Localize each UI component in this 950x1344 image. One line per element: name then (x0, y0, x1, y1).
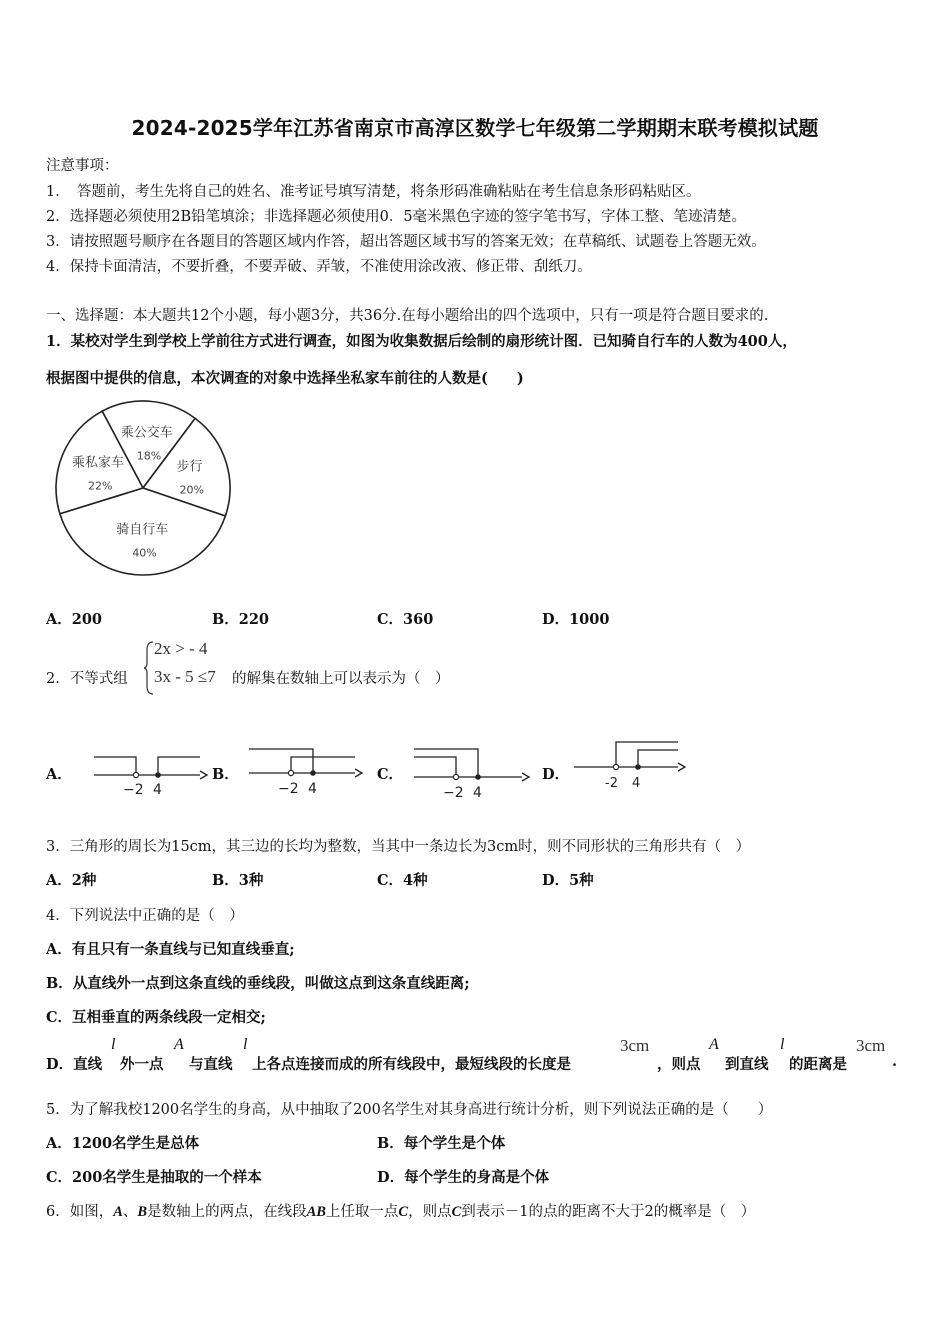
pie-slice-label: 步行 (176, 459, 203, 475)
q6-text: 、 (122, 1204, 138, 1220)
math-var: A (174, 1036, 184, 1053)
q3-option-d[interactable]: D．5种 (542, 872, 594, 889)
question-1-line1: 1．某校对学生到学校上学前往方式进行调查，如图为收集数据后绘制的扇形统计图．已知骑自行车的人数为400人， (46, 333, 797, 350)
q4-d-text: 的距离是 (789, 1056, 847, 1073)
math-value: 3cm (620, 1036, 650, 1055)
number-line-b (245, 745, 365, 800)
q5-option-d[interactable]: D．每个学生的身高是个体 (377, 1169, 550, 1186)
inequality-1: 2x > - 4 (154, 639, 208, 658)
q3-option-a[interactable]: A．2种 (46, 872, 97, 889)
q5-option-b[interactable]: B．每个学生是个体 (377, 1135, 506, 1152)
q1-option-b[interactable]: B．220 (212, 611, 270, 628)
q2-option-a[interactable]: A． (46, 766, 72, 783)
tick-label: −2 (443, 785, 464, 800)
q4-d-text: . (892, 1053, 898, 1070)
open-point (133, 772, 138, 777)
math-var: C (398, 1204, 409, 1220)
number-line-a (90, 745, 210, 800)
section-heading: 一、选择题：本大题共12个小题，每小题3分，共36分.在每小题给出的四个选项中，只有一项是符合题目要求的. (46, 308, 769, 324)
q3-option-c[interactable]: C．4种 (377, 872, 428, 889)
pie-slice-value: 18% (136, 449, 162, 463)
open-point (288, 770, 293, 775)
question-2-prefix: 2．不等式组 (46, 671, 128, 687)
question-1-line2: 根据图中提供的信息，本次调查的对象中选择坐私家车前往的人数是( ) (46, 370, 524, 387)
tick-label: 4 (632, 776, 641, 791)
question-6 (46, 1200, 755, 1221)
q4-option-b[interactable]: B．从直线外一点到这条直线的垂线段，叫做这点到这条直线距离; (46, 975, 470, 992)
math-value: 3cm (856, 1036, 886, 1055)
q2-option-d[interactable]: D． (542, 766, 570, 783)
tick-label: -2 (605, 776, 618, 791)
q4-d-text: 外一点 (120, 1056, 164, 1073)
closed-point (475, 774, 481, 780)
q1-option-a[interactable]: A．200 (46, 611, 103, 628)
q4-d-text: 与直线 (189, 1056, 233, 1073)
notice-item: 4．保持卡面清洁，不要折叠，不要弄破、弄皱，不准使用涂改液、修正带、刮纸刀。 (46, 259, 592, 275)
open-point (453, 774, 458, 779)
math-var: B (137, 1204, 148, 1220)
q3-option-b[interactable]: B．3种 (212, 872, 264, 889)
q4-option-a[interactable]: A．有且只有一条直线与已知直线垂直; (46, 941, 295, 958)
math-var: l (780, 1036, 785, 1053)
q4-d-text: 上各点连接而成的所有线段中，最短线段的长度是 (252, 1056, 571, 1073)
question-3: 3．三角形的周长为15cm，其三边的长均为整数，当其中一条边长为3cm时，则不同形状的三角形共有（ ） (46, 839, 751, 855)
open-point (613, 764, 618, 769)
closed-point (310, 770, 316, 776)
q1-option-c[interactable]: C．360 (377, 611, 434, 628)
tick-label: −2 (123, 782, 144, 798)
closed-point (155, 772, 161, 778)
notice-item: 2．选择题必须使用2B铅笔填涂；非选择题必须使用0．5毫米黑色字迹的签字笔书写，字体工整、笔迹清楚。 (46, 209, 747, 225)
pie-slice-label: 乘公交车 (120, 425, 173, 441)
math-var: A (709, 1036, 719, 1053)
q2-option-c[interactable]: C． (377, 766, 404, 783)
q4-option-c[interactable]: C．互相垂直的两条线段一定相交; (46, 1009, 266, 1026)
math-var: l (243, 1036, 248, 1053)
tick-label: −2 (278, 781, 299, 797)
inequality-2: 3x - 5 ≤7 (154, 667, 216, 686)
q1-option-d[interactable]: D．1000 (542, 611, 610, 628)
notice-item: 1． 答题前，考生先将自己的姓名、准考证号填写清楚，将条形码准确粘贴在考生信息条形码粘贴区。 (46, 184, 701, 200)
pie-chart (48, 393, 238, 583)
pie-slice-value: 20% (179, 483, 204, 497)
q6-text: 到表示－1的点的距离不大于2的概率是（ ） (461, 1204, 756, 1220)
pie-slice-value: 22% (87, 479, 113, 493)
math-var: l (111, 1036, 116, 1053)
math-var: AB (306, 1204, 326, 1220)
number-line-d (570, 738, 690, 793)
tick-label: 4 (153, 782, 162, 798)
q6-text: 上任取一点 (325, 1204, 399, 1220)
question-2-suffix: 的解集在数轴上可以表示为（ ） (232, 671, 450, 687)
q4-d-text: D．直线 (46, 1056, 103, 1073)
q6-text: 是数轴上的两点，在线段 (147, 1204, 307, 1220)
q5-option-a[interactable]: A．1200名学生是总体 (46, 1135, 200, 1152)
closed-point (635, 764, 641, 770)
q6-text: ，则点 (408, 1204, 452, 1220)
math-var: A (113, 1204, 123, 1220)
q6-text: 6．如图， (46, 1204, 114, 1220)
question-5: 5．为了解我校1200名学生的身高，从中抽取了200名学生对其身高进行统计分析，则下列说法正确的是（ ） (46, 1102, 773, 1118)
notice-heading: 注意事项： (46, 158, 119, 174)
q5-option-c[interactable]: C．200名学生是抽取的一个样本 (46, 1169, 262, 1186)
math-var: C (451, 1204, 462, 1220)
notice-item: 3．请按照题号顺序在各题目的答题区域内作答，超出答题区域书写的答案无效；在草稿纸、试题卷上答题无效。 (46, 234, 766, 250)
tick-label: 4 (308, 781, 317, 797)
question-4: 4．下列说法中正确的是（ ） (46, 908, 244, 924)
pie-slice-value: 40% (132, 546, 157, 560)
number-line-c (410, 745, 535, 800)
q2-option-b[interactable]: B． (212, 766, 239, 783)
pie-slice-label: 骑自行车 (116, 522, 169, 538)
tick-label: 4 (473, 785, 482, 800)
page-title: 2024-2025学年江苏省南京市高淳区数学七年级第二学期期末联考模拟试题 (131, 116, 819, 140)
q4-d-text: ，则点 (657, 1056, 701, 1073)
q4-d-text: 到直线 (725, 1056, 769, 1073)
pie-slice-label: 乘私家车 (71, 455, 124, 471)
